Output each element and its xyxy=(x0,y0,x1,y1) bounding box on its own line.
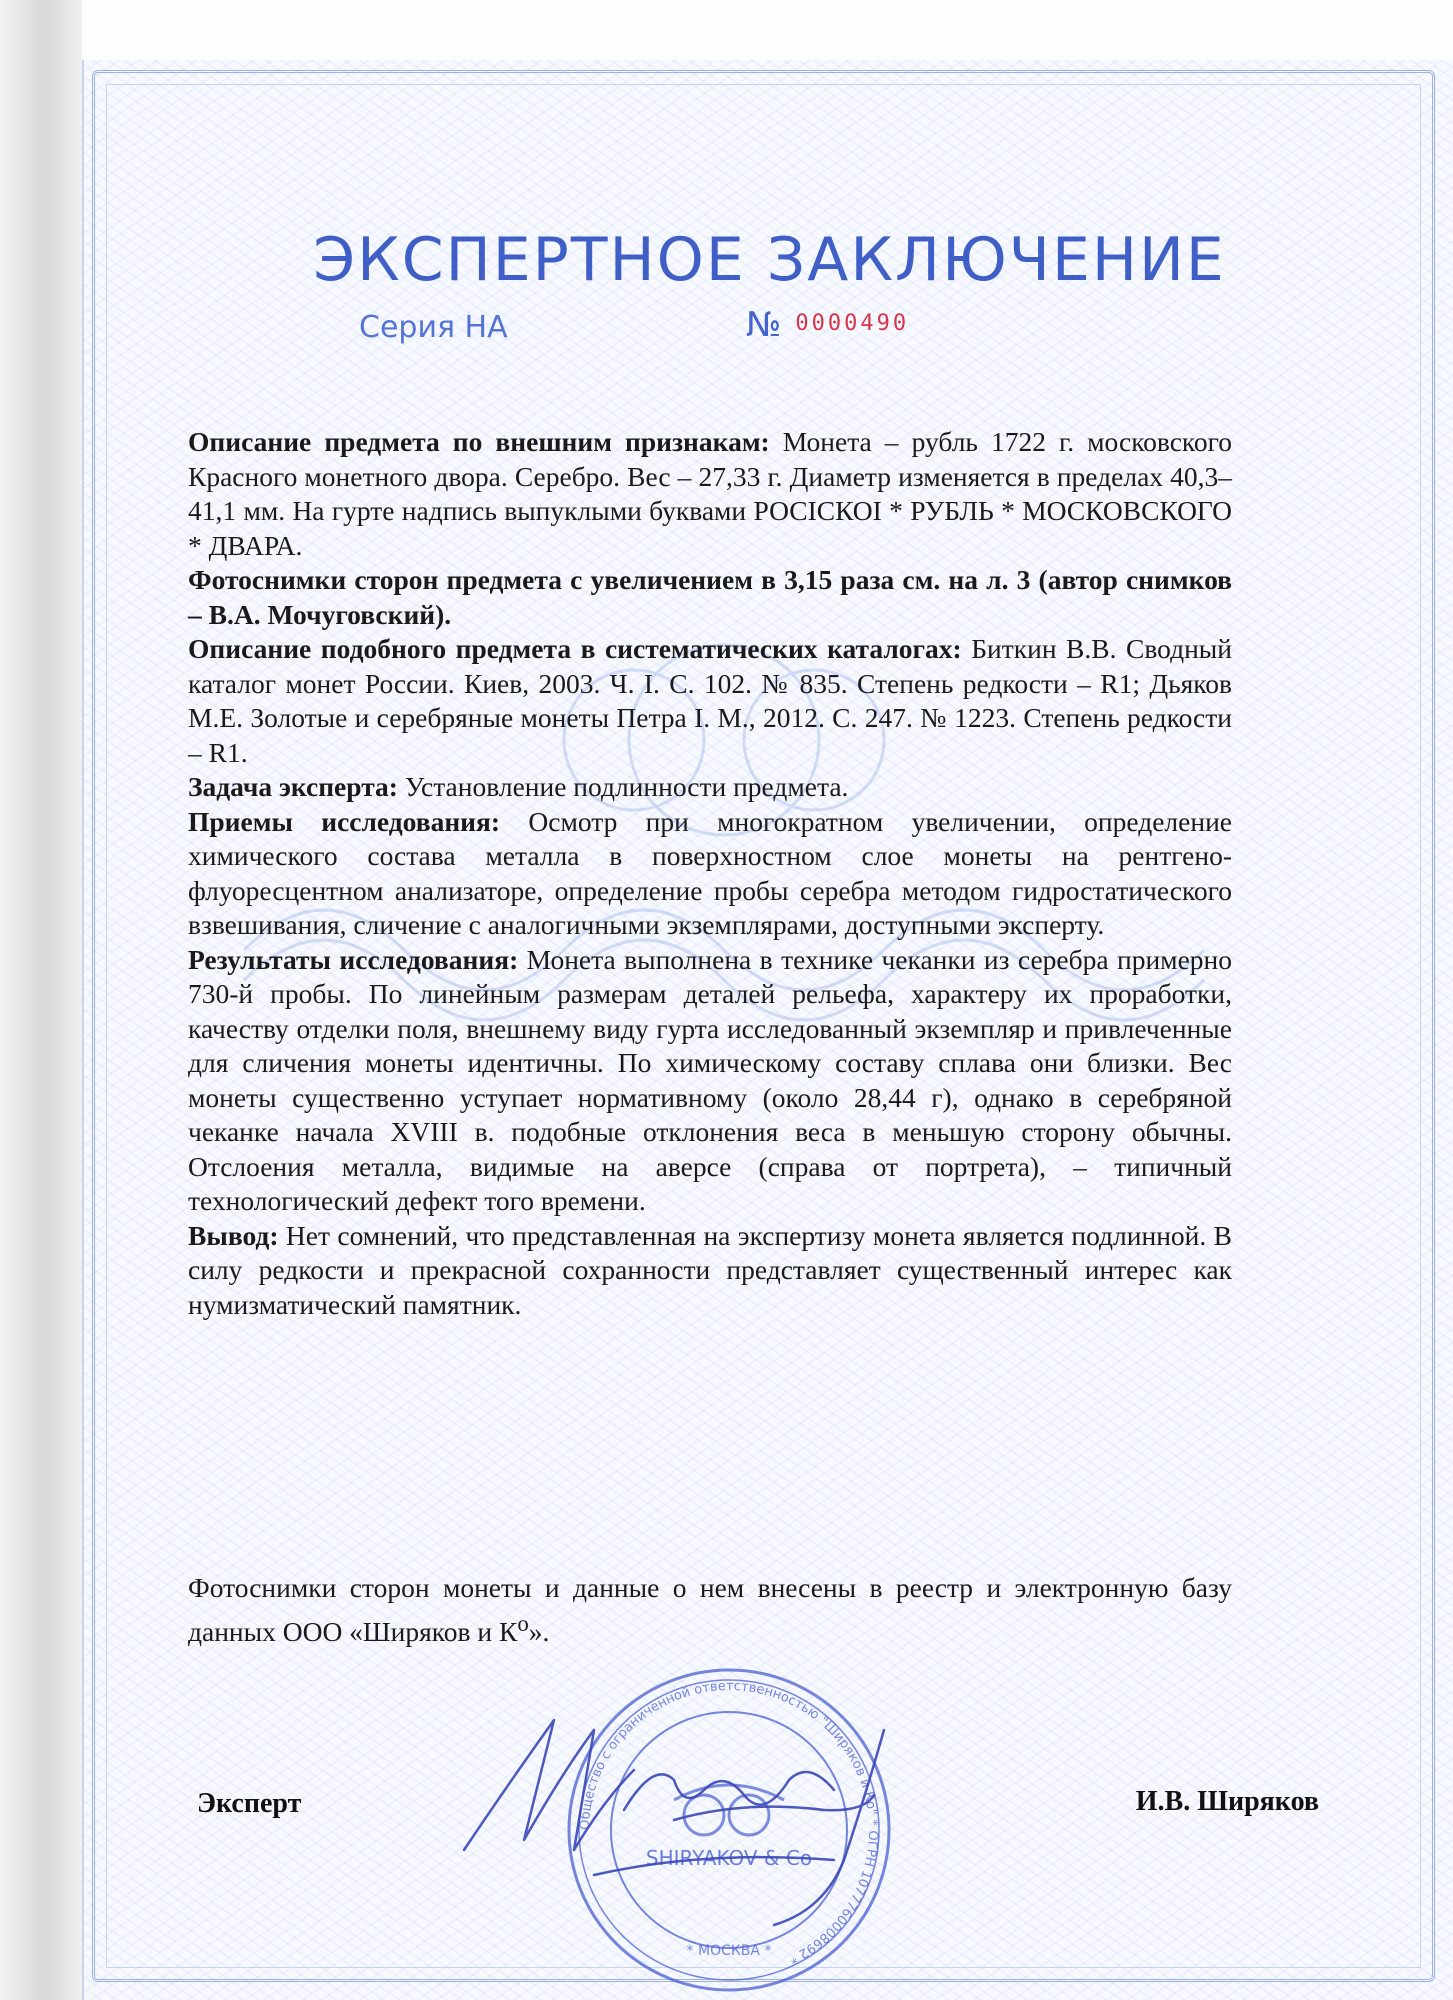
conclusion-paragraph xyxy=(188,1219,1232,1323)
document-number xyxy=(746,305,909,345)
photos-paragraph xyxy=(188,563,1232,632)
registry-note-end: ». xyxy=(528,1616,550,1648)
document-title: ЭКСПЕРТНОЕ ЗАКЛЮЧЕНИЕ xyxy=(313,225,1226,295)
seal-ring-text: Общество с ограниченной ответственностью "Ширяков и Ко" * ОГРН 1077760008692 * xyxy=(577,1678,881,1967)
section-text: Установление подлинности предмета. xyxy=(397,771,849,802)
section-label: Описание подобного предмета в систематических каталогах: xyxy=(188,633,962,664)
results-paragraph xyxy=(188,943,1232,1219)
registry-note-text: Фотоснимки сторон монеты и данные о нем внесены в реестр и электронную базу данных ООО «Ширяков и К xyxy=(188,1572,1232,1648)
section-text: Монета – рубль 1722 г. московского Красного монетного двора. Серебро. Вес – 27,33 г. Диаметр изменяется в пределах 40,3–41,1 мм. На гурте надпись выпуклыми буквами РОСIСКОI * РУБЛЬ * МОСКОВСКОГО * ДВАРА. xyxy=(188,426,1232,561)
section-label: Вывод: xyxy=(188,1219,279,1251)
methods-paragraph xyxy=(188,805,1232,943)
certificate-sheet xyxy=(82,60,1453,2000)
expert-label: Эксперт xyxy=(197,1788,302,1819)
serial-number: 0000490 xyxy=(795,311,910,336)
section-text: Биткин В.В. Сводный каталог монет России. Киев, 2003. Ч. I. С. 102. № 835. Степень редкости – R1; Дьяков М.Е. Золотые и серебряные монеты Петра I. М., 2012. С. 247. № 1223. Степень редкости – R1. xyxy=(188,633,1232,768)
expert-name: И.В. Ширяков xyxy=(1135,1786,1319,1817)
registry-note xyxy=(188,1570,1232,1650)
section-label: Фотоснимки сторон предмета с увеличением в 3,15 раза см. на л. 3 (автор снимков – В.А. Мочуговский). xyxy=(188,564,1232,630)
section-text: Монета выполнена в технике чеканки из серебра примерно 730-й пробы. По линейным размерам деталей рельефа, характеру их проработки, качеству отделки поля, внешнему виду гурта исследованный экземпляр и привлеченные для сличения монеты идентичны. По химическому составу сплава они близки. Вес монеты существенно уступает нормативному (около 28,44 г), однако в серебряной чеканке начала XVIII в. подобные отклонения веса в меньшую сторону обычны. Отслоения металла, видимые на аверсе (справа от портрета), – типичный технологический дефект того времени. xyxy=(188,943,1232,1216)
section-label: Результаты исследования: xyxy=(188,943,519,975)
seal-bottom-text: * МОСКВА * xyxy=(686,1943,772,1959)
catalog-paragraph xyxy=(188,632,1232,770)
binding-shadow xyxy=(0,0,82,2000)
section-label: Приемы исследования: xyxy=(188,805,501,837)
seal-center-text: SHIRYAKOV & Co xyxy=(645,1846,813,1870)
number-sign: № xyxy=(746,305,782,345)
task-paragraph xyxy=(188,770,1232,805)
expert-report-body xyxy=(188,425,1232,1322)
section-text: Осмотр при многократном увеличении, определение химического состава металла в поверхностном слое монеты на рентгено-флуоресцентном анализаторе, определение пробы серебра методом гидростатического взвешивания, сличение с аналогичными экземплярами, доступными эксперту. xyxy=(188,805,1232,940)
section-label: Задача эксперта: xyxy=(188,771,398,802)
registry-note-superscript: о xyxy=(517,1611,529,1636)
section-text: Нет сомнений, что представленная на экспертизу монета является подлинной. В силу редкости и прекрасной сохранности представляет существенный интерес как нумизматический памятник. xyxy=(188,1219,1232,1320)
description-paragraph xyxy=(188,425,1232,563)
series-label: Серия НА xyxy=(359,310,508,345)
section-label: Описание предмета по внешним признакам: xyxy=(188,426,770,457)
signature-icon xyxy=(444,1700,1004,1930)
